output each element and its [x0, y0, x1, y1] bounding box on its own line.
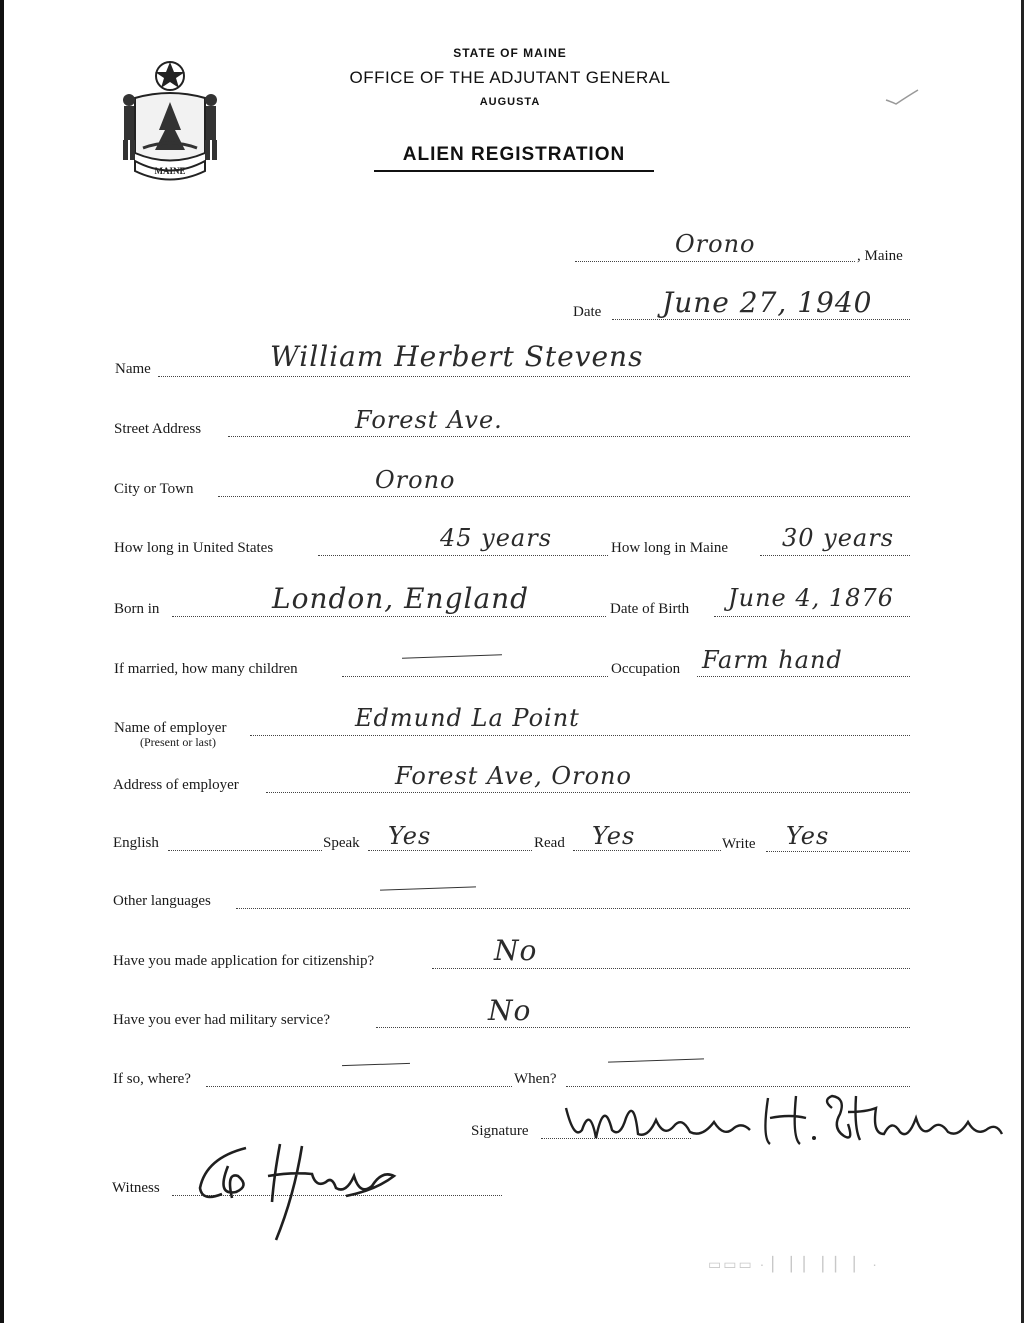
employer-address-line [266, 792, 910, 793]
date-of-birth-label: Date of Birth [610, 601, 690, 617]
scan-edge-left [0, 0, 4, 1323]
read-label: Read [534, 835, 565, 851]
other-languages-dash [380, 886, 476, 890]
if-so-where-label: If so, where? [113, 1071, 191, 1087]
english-line [168, 850, 322, 851]
street-address-line [228, 436, 910, 437]
name-label: Name [115, 361, 151, 377]
how-long-us-entry: 45 years [440, 524, 553, 552]
write-line [766, 851, 910, 852]
citizenship-line [432, 968, 910, 969]
date-of-birth-entry: June 4, 1876 [728, 584, 894, 612]
how-long-us-label: How long in United States [114, 540, 274, 556]
born-in-entry: London, England [272, 582, 530, 615]
employer-note: (Present or last) [140, 735, 216, 749]
where-dash [342, 1063, 410, 1066]
employer-entry: Edmund La Point [355, 704, 580, 732]
faded-stamp: ▭▭▭ · ▏ ▏▏ ▏▏ ▏ · [708, 1256, 879, 1272]
write-label: Write [722, 836, 756, 852]
title-underline [374, 170, 654, 172]
occupation-entry: Farm hand [702, 646, 843, 674]
employer-address-entry: Forest Ave, Orono [395, 762, 632, 790]
check-mark-icon [884, 88, 920, 106]
city-line [218, 496, 910, 497]
date-of-birth-line [714, 616, 910, 617]
street-address-label: Street Address [114, 421, 202, 437]
header-office: OFFICE OF THE ADJUTANT GENERAL [349, 68, 671, 87]
town-line [575, 261, 855, 262]
speak-line [368, 850, 532, 851]
occupation-label: Occupation [611, 661, 681, 677]
applicant-signature [556, 1078, 1016, 1158]
street-address-entry: Forest Ave. [355, 406, 503, 434]
read-entry: Yes [592, 822, 636, 850]
employer-line [250, 735, 910, 736]
read-line [573, 850, 721, 851]
how-long-maine-entry: 30 years [782, 524, 895, 552]
name-line [158, 376, 910, 377]
military-entry: No [488, 994, 532, 1027]
witness-text: G. S. Hayes [293, 1246, 299, 1247]
employer-address-label: Address of employer [113, 777, 239, 793]
speak-label: Speak [323, 835, 360, 851]
how-long-maine-line [760, 555, 910, 556]
employer-label: Name of employer [114, 720, 227, 736]
children-dash [402, 654, 502, 658]
town-entry: Orono [675, 230, 756, 258]
city-label: City or Town [114, 481, 194, 497]
military-label: Have you ever had military service? [113, 1012, 330, 1028]
write-entry: Yes [786, 822, 830, 850]
city-entry: Orono [375, 466, 456, 494]
other-languages-line [236, 908, 910, 909]
maine-label: , Maine [857, 248, 903, 264]
other-languages-label: Other languages [113, 893, 211, 909]
header-state: STATE OF MAINE [453, 46, 567, 60]
how-long-us-line [318, 555, 608, 556]
maine-state-seal-icon [115, 58, 225, 183]
occupation-line [697, 676, 910, 677]
children-line [342, 676, 608, 677]
signature-text: William H. Stevens [782, 1154, 790, 1155]
english-label: English [113, 835, 159, 851]
when-label: When? [514, 1071, 557, 1087]
date-line [612, 319, 910, 320]
header-city: AUGUSTA [479, 96, 541, 108]
born-in-line [172, 616, 606, 617]
if-so-where-line [206, 1086, 512, 1087]
name-entry: William Herbert Stevens [270, 340, 644, 373]
date-label: Date [573, 304, 602, 320]
form-title: ALIEN REGISTRATION [402, 144, 626, 165]
citizenship-label: Have you made application for citizenship? [113, 953, 375, 969]
witness-signature [176, 1136, 406, 1248]
how-long-maine-label: How long in Maine [611, 540, 729, 556]
children-label: If married, how many children [114, 661, 298, 677]
seal-ribbon-text: MAINE [154, 166, 186, 176]
military-line [376, 1027, 910, 1028]
when-dash [608, 1058, 704, 1062]
citizenship-entry: No [494, 934, 538, 967]
born-in-label: Born in [114, 601, 160, 617]
speak-entry: Yes [388, 822, 432, 850]
date-entry: June 27, 1940 [662, 286, 873, 319]
signature-label: Signature [471, 1123, 529, 1139]
witness-label: Witness [112, 1180, 160, 1196]
